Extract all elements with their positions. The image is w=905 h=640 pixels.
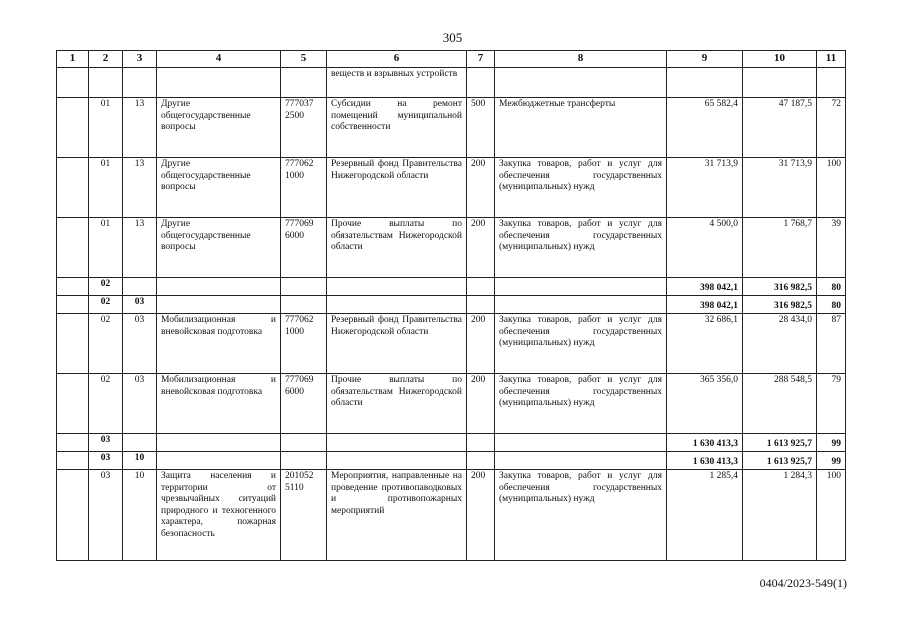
planned-amount: 1 630 413,3 [667,452,743,470]
section-code: 02 [89,374,123,434]
executed-amount: 1 613 925,7 [743,452,817,470]
expense-type: 200 [467,218,495,278]
table-row [57,374,846,434]
executed-amount: 28 434,0 [743,314,817,374]
target-article [281,452,327,470]
row-number [57,98,89,158]
expense-type [467,68,495,98]
table-total-row [57,278,846,296]
section-name: Защита населения и территории от чрезвычайных ситуаций природного и техногенного характера, пожарная безопасность [157,470,281,561]
expense-type-name: Закупка товаров, работ и услуг для обеспечения государственных (муниципальных) нужд [495,218,667,278]
execution-percent [817,68,846,98]
section-name: Другие общегосударственные вопросы [157,158,281,218]
planned-amount: 32 686,1 [667,314,743,374]
expense-type-name: Закупка товаров, работ и услуг для обеспечения государственных (муниципальных) нужд [495,314,667,374]
column-header: 9 [667,51,743,68]
article-name [327,452,467,470]
planned-amount: 365 356,0 [667,374,743,434]
column-header: 11 [817,51,846,68]
subsection-code: 03 [123,314,157,374]
executed-amount: 1 768,7 [743,218,817,278]
section-name [157,434,281,452]
row-number [57,314,89,374]
expense-type [467,296,495,314]
row-number [57,218,89,278]
row-number [57,434,89,452]
execution-percent: 80 [817,296,846,314]
section-code: 03 [89,470,123,561]
executed-amount [743,68,817,98]
row-number [57,158,89,218]
column-header: 7 [467,51,495,68]
execution-percent: 39 [817,218,846,278]
target-article: 777069 6000 [281,374,327,434]
column-header: 6 [327,51,467,68]
target-article: 777062 1000 [281,158,327,218]
expense-type [467,452,495,470]
expense-type: 200 [467,374,495,434]
execution-percent: 79 [817,374,846,434]
expense-type-name [495,296,667,314]
planned-amount: 1 630 413,3 [667,434,743,452]
row-number [57,452,89,470]
section-name [157,296,281,314]
section-name [157,68,281,98]
expense-type-name [495,452,667,470]
section-name [157,452,281,470]
article-name: Резервный фонд Правительства Нижегородской области [327,314,467,374]
target-article: 777062 1000 [281,314,327,374]
section-code: 03 [89,434,123,452]
execution-percent: 99 [817,452,846,470]
subsection-code: 03 [123,296,157,314]
row-number [57,278,89,296]
executed-amount: 316 982,5 [743,296,817,314]
expense-type: 500 [467,98,495,158]
article-name: Прочие выплаты по обязательствам Нижегородской области [327,374,467,434]
executed-amount: 1 613 925,7 [743,434,817,452]
column-header: 5 [281,51,327,68]
section-code: 02 [89,296,123,314]
row-number [57,374,89,434]
target-article [281,434,327,452]
subsection-code [123,68,157,98]
expense-type [467,278,495,296]
section-code: 02 [89,278,123,296]
section-name: Другие общегосударственные вопросы [157,98,281,158]
expense-type-name: Закупка товаров, работ и услуг для обеспечения государственных (муниципальных) нужд [495,158,667,218]
table-total-row [57,434,846,452]
table-row [57,158,846,218]
section-name: Мобилизационная и вневойсковая подготовка [157,314,281,374]
column-header: 8 [495,51,667,68]
expense-type-name [495,434,667,452]
column-header: 4 [157,51,281,68]
article-name: веществ и взрывных устройств [327,68,467,98]
section-name: Мобилизационная и вневойсковая подготовка [157,374,281,434]
subsection-code: 10 [123,452,157,470]
executed-amount: 316 982,5 [743,278,817,296]
row-number [57,296,89,314]
subsection-code: 13 [123,98,157,158]
planned-amount [667,68,743,98]
executed-amount: 288 548,5 [743,374,817,434]
row-number [57,470,89,561]
target-article [281,296,327,314]
table-total-row [57,296,846,314]
execution-percent: 80 [817,278,846,296]
header-row [57,51,846,68]
column-header: 1 [57,51,89,68]
expense-type-name [495,68,667,98]
section-code: 01 [89,158,123,218]
target-article: 777037 2500 [281,98,327,158]
table-row [57,470,846,561]
executed-amount: 1 284,3 [743,470,817,561]
section-code: 01 [89,98,123,158]
column-header: 3 [123,51,157,68]
planned-amount: 4 500,0 [667,218,743,278]
column-header: 10 [743,51,817,68]
article-name [327,434,467,452]
subsection-code [123,434,157,452]
target-article [281,278,327,296]
document-code: 0404/2023-549(1) [759,576,847,590]
subsection-code [123,278,157,296]
expense-type [467,434,495,452]
article-name: Мероприятия, направленные на проведение противопаводковых и противопожарных мероприятий [327,470,467,561]
subsection-code: 13 [123,158,157,218]
planned-amount: 398 042,1 [667,278,743,296]
planned-amount: 398 042,1 [667,296,743,314]
target-article: 201052 5110 [281,470,327,561]
table-row [57,68,846,98]
section-name [157,278,281,296]
page-number: 305 [442,30,463,45]
table-row [57,98,846,158]
planned-amount: 1 285,4 [667,470,743,561]
budget-table [56,50,846,561]
execution-percent: 72 [817,98,846,158]
expense-type-name: Межбюджетные трансферты [495,98,667,158]
subsection-code: 10 [123,470,157,561]
execution-percent: 99 [817,434,846,452]
expense-type: 200 [467,314,495,374]
executed-amount: 31 713,9 [743,158,817,218]
execution-percent: 87 [817,314,846,374]
execution-percent: 100 [817,158,846,218]
subsection-code: 03 [123,374,157,434]
subsection-code: 13 [123,218,157,278]
article-name [327,296,467,314]
table-row [57,314,846,374]
row-number [57,68,89,98]
column-header: 2 [89,51,123,68]
expense-type-name [495,278,667,296]
article-name: Резервный фонд Правительства Нижегородской области [327,158,467,218]
article-name: Прочие выплаты по обязательствам Нижегородской области [327,218,467,278]
section-code: 02 [89,314,123,374]
expense-type-name: Закупка товаров, работ и услуг для обеспечения государственных (муниципальных) нужд [495,374,667,434]
planned-amount: 65 582,4 [667,98,743,158]
table-row [57,218,846,278]
table-total-row [57,452,846,470]
section-code: 03 [89,452,123,470]
section-name: Другие общегосударственные вопросы [157,218,281,278]
article-name [327,278,467,296]
executed-amount: 47 187,5 [743,98,817,158]
expense-type: 200 [467,158,495,218]
expense-type-name: Закупка товаров, работ и услуг для обеспечения государственных (муниципальных) нужд [495,470,667,561]
target-article [281,68,327,98]
planned-amount: 31 713,9 [667,158,743,218]
expense-type: 200 [467,470,495,561]
target-article: 777069 6000 [281,218,327,278]
section-code [89,68,123,98]
execution-percent: 100 [817,470,846,561]
section-code: 01 [89,218,123,278]
article-name: Субсидии на ремонт помещений муниципальной собственности [327,98,467,158]
